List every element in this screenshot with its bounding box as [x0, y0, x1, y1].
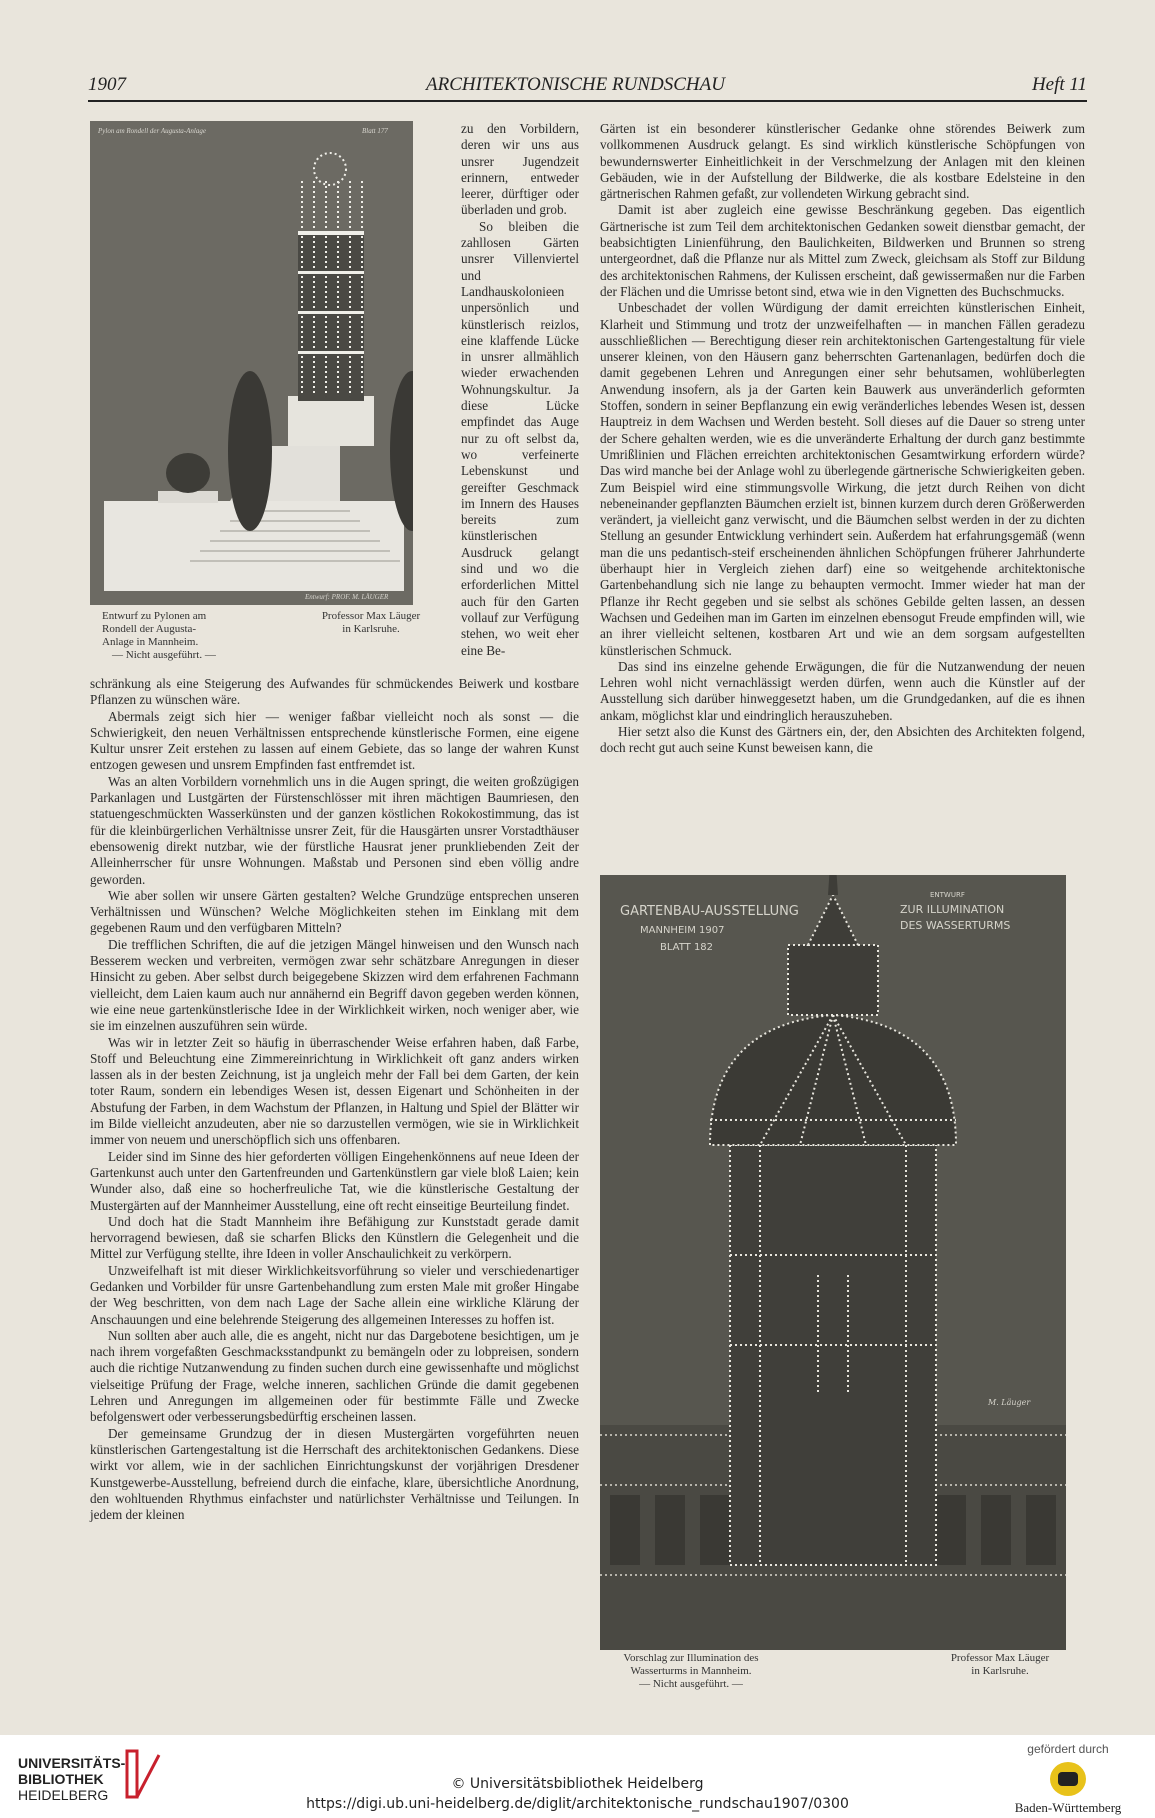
- copyright-notice: © Universitätsbibliothek Heidelberg: [451, 1776, 704, 1792]
- caption-line: Entwurf zu Pylonen am: [102, 610, 207, 622]
- caption-line: Anlage in Mannheim.: [102, 636, 199, 648]
- paragraph: Gärten ist ein besonderer künstlerischer Gedanke ohne störendes Beiwerk zum vollkommenen Ausdruck gelangt. Es sind wirklich künstlerische Schöpfungen von bewundernswerter Einheitlichkeit in der Verschmelzung der Anlagen mit den kleinen Gebäuden, wie in der Aufstellung der Bildwerke, die als kostbare Edelsteine in den gärtnerischen Rahmen gefaßt, zur vollendeten Wirkung gebracht sind.: [600, 121, 1085, 202]
- paragraph: Damit ist aber zugleich eine gewisse Beschränkung gegeben. Das eigentlich Gärtnerische ist zum Teil dem architektonischen Gedanken soweit dienstbar gemacht, der beabsichtigten Linienführung, den Baulichkeiten, Bildwerken und Brunnen so streng untergeordnet, daß die Pflanze nur als Mittel zum Zweck, gleichsam als Stoff zur Bildung des architektonischen Rahmens, der Kulissen erscheint, daß gewissermaßen nur die Farben der Flächen und die Umrisse betont sind, etwa wie in den Vignetten des Buchschmucks.: [600, 202, 1085, 299]
- figure1-caption-right: [316, 610, 426, 636]
- plate1-signature: Entwurf: PROF. M. LÄUGER: [305, 593, 389, 601]
- figure2-caption-right: [940, 1652, 1060, 1678]
- caption-line: Vorschlag zur Illumination des: [623, 1652, 759, 1664]
- paragraph: Unbeschadet der vollen Würdigung der damit erreichten künstlerischen Einheit, Klarheit und Stimmung und trotz der unzweifelhaften — in manchen Fällen geradezu ausschließlichen — Berechtigung dieser rein architektonischen Gartengestaltung für viele unserer kleinen, von den Häusern ganz beherrschten Gartenanlagen, bedürfen doch die damit gegebenen Lehren und Anregungen einer sehr behutsamen, wohlüberlegten Anwendung insofern, als ja der Garten kein Bauwerk aus unveränderlich geformten Stoffen, sondern in seiner Bepflanzung ein ewig veränderliches lebendes Wesen ist, dessen Hauptreiz in dem Wachsen und Werden besteht. Soll dieses auf die Dauer so streng unter der Schere gehalten werden, wie es die unveränderte Erhaltung der durch ganz bestimmte Umrißlinien und Flächen erreichten architektonischen Gesamtwirkung erfordern würde? Das wird manche bei der Anlage wohl zu überlegende gärtnerische Schwierigkeiten geben. Zum Beispiel wird eine stimmungsvolle Wirkung, die jetzt durch Reihen von dicht nebeneinander gepflanzten Bäumchen erzielt ist, binnen kurzem durch deren Größerwerden verändert, ja vielleicht ganz verwischt, und die Bäumchen selbst werden in der zu dichten Stellung an gesunder Entwicklung verhindert sein. Außerdem hat erfahrungsgemäß (wenn man die uns pedantisch-steif erscheinenden ähnlichen Schöpfungen früherer Jahrhunderte überhaupt hier in Vergleich ziehen darf) eine so weitgehende architektonische Gartenbehandlung sich nie lange zu behaupten vermocht. Immer wieder hat man der Pflanze ihr Recht gegeben und sie selbst als schönes Gebilde gelten lassen, an dessen Wachsen und Gedeihen man im Garten im einzelnen ebensogut Freude empfinden will, wie an ihrer vielleicht seltenen, kostbaren Art und wie an dem sorgsam aufgestellten künstlerischen Schmuck.: [600, 300, 1085, 658]
- right-column: [600, 121, 1085, 757]
- state-label: Baden-Württemberg: [1014, 1800, 1122, 1815]
- figure2-caption-left: [606, 1652, 776, 1691]
- header-issue: Heft 11: [1031, 74, 1087, 95]
- caption-line: in Karlsruhe.: [342, 623, 400, 635]
- funding-badge[interactable]: [1003, 1742, 1133, 1816]
- paragraph: Die trefflichen Schriften, die auf die jetzigen Mängel hinweisen und den Wunsch nach Besserem wecken und verbreiten, vermögen zwar sehr schätzbare Anregungen in dieser Hinsicht zu geben. Aber selbst durch beigegebene Skizzen wird dem erfahrenen Fachmann vielleicht, dem Laien kaum auch nur annähernd ein Begriff davon gegeben werden können, wie eine neue gartenkünstlerische Idee in der Wirklichkeit wirken, noch weniger aber, wie sie im einzelnen auszuführen sein würde.: [90, 936, 579, 1034]
- plate1-top-left: Pylon am Rondell der Augusta-Anlage: [98, 127, 206, 135]
- paragraph: Was wir in letzter Zeit so häufig in überraschender Weise erfahren haben, daß Farbe, Stoff und Beleuchtung eine Zimmereinrichtung in Wirklichkeit oft ganz anders wirken lassen als in der besten Zeichnung, ist ja ungleich mehr der Fall bei dem Garten, der kein toter Raum, sondern ein lebendiges Wesen ist, dessen Eigenart und Schönheiten in der Abstufung der Farben, in dem Wachstum der Pflanzen, in Haltung und Spiel der Blätter wir im Bilde vielleicht anzudeuten, aber nie so darzustellen vermögen, wie sie in Wirklichkeit immer von neuem und unerschöpflich sich uns offenbaren.: [90, 1034, 579, 1148]
- plate2-title-left-3: BLATT 182: [660, 942, 714, 953]
- library-name-line: HEIDELBERG: [18, 1787, 109, 1803]
- caption-line: Professor Max Läuger: [321, 610, 421, 622]
- paragraph: Abermals zeigt sich hier — weniger faßbar vielleicht noch als sonst — die Schwierigkeit, den neuen Verhältnissen entsprechende künstlerische Formen, eine eigene Kultur unsrer Zeit erstehen zu lassen auf einem Gebiete, das so lange der wahren Kunst entzogen gewesen und unsrem Empfinden fast entfremdet ist.: [90, 708, 579, 773]
- figure-water-tower: [600, 875, 1066, 1650]
- funded-label: gefördert durch: [1027, 1742, 1109, 1756]
- plate1-top-right: Blatt 177: [362, 127, 388, 135]
- library-name-line: BIBLIOTHEK: [18, 1771, 104, 1787]
- caption-line: Wasserturms in Mannheim.: [630, 1665, 752, 1677]
- permalink-url[interactable]: https://digi.ub.uni-heidelberg.de/diglit/architektonische_rundschau1907/0300: [306, 1796, 849, 1812]
- caption-line: — Nicht ausgeführt. —: [112, 649, 216, 661]
- plate2-signature: M. Läuger: [988, 1398, 1031, 1407]
- narrow-column: [461, 121, 579, 659]
- plate2-title-right-3: DES WASSERTURMS: [900, 919, 1011, 932]
- header-year: 1907: [88, 74, 126, 95]
- figure1-caption-left: [102, 610, 252, 662]
- running-header: [88, 72, 1087, 102]
- caption-line: — Nicht ausgeführt. —: [639, 1678, 743, 1690]
- plate2-title-right-1: ENTWURF: [930, 891, 965, 899]
- paragraph: Leider sind im Sinne des hier geforderten völligen Eingehenkönnens auf neue Ideen der Gartenkunst auch unter den Gartenfreunden und Gartenkünstlern gar viele bloß Laien; kein Wunder also, daß eine so hocherfreuliche Tat, wie die künstlerische Gestaltung der Mustergärten auf der Mannheimer Ausstellung, eine oft recht einseitige Beurteilung findet.: [90, 1148, 579, 1213]
- plate2-title-right-2: ZUR ILLUMINATION: [900, 903, 1005, 916]
- header-title: ARCHITEKTONISCHE RUNDSCHAU: [426, 74, 725, 95]
- caption-line: in Karlsruhe.: [971, 1665, 1029, 1677]
- paragraph: schränkung als eine Steigerung des Aufwandes für schmückendes Beiwerk und kostbare Pflanzen zu wünschen wäre.: [90, 676, 579, 708]
- paragraph: Der gemeinsame Grundzug der in diesen Mustergärten vorgeführten neuen künstlerischen Gartengestaltung ist die Herrschaft des architektonischen Gedankens. Diese wirkt vor allem, wie in der sachlichen Einrichtungskunst der vorjährigen Dresdener Kunstgewerbe-Ausstellung, befreiend durch die einfache, klare, übersichtliche Anordnung, den wohltuenden Rhythmus einfachster und natürlichster Verhältnisse und Teilungen. In jedem der kleinen: [90, 1425, 579, 1523]
- state-crest-icon: [1050, 1762, 1086, 1796]
- figure-pylon: [90, 121, 413, 605]
- pylon-drawing: [90, 121, 413, 605]
- caption-line: Rondell der Augusta-: [102, 623, 197, 635]
- paragraph: So bleiben die zahllosen Gärten unsrer Villenviertel und Landhauskolonieen unpersönlich und künstlerisch reizlos, eine klaffende Lücke in unsrer allmählich wieder erwachenden Wohnungskultur. Ja diese Lücke empfindet das Auge nur zu oft selbst da, wo verfeinerte Lebenskunst und gereifter Geschmack im Innern des Hauses bereits zum künstlerischen Ausdruck gelangt sind und wo die erforderlichen Mittel auch für den Garten vollauf zur Verfügung stehen, wo weit eher eine Be-: [461, 218, 579, 658]
- left-column: [90, 676, 579, 1523]
- paragraph: Was an alten Vorbildern vornehmlich uns in die Augen springt, die weiten großzügigen Parkanlagen und Lustgärten der Fürstenschlösser mit ihren mächtigen Baumriesen, den statuengeschmückten Wasserkünsten und der ganzen köstlichen Rokokostimmung, das ist für die kleinbürgerlichen Verhältnisse unsrer Zeit, für die Hausgärten unsrer Vorstadthäuser ebensowenig direkt nutzbar, wie der fürstliche Hausrat jener prunkliebenden Zeit der Alleinherrscher für unsre Wohnungen. Maßstab und Personen sind eben völlig andre geworden.: [90, 773, 579, 887]
- paragraph: Wie aber sollen wir unsere Gärten gestalten? Welche Grundzüge entsprechen unseren Verhältnissen und Wünschen? Welche Möglichkeiten stehen im Einklang mit dem gegebenen Raum und den verfügbaren Mitteln?: [90, 887, 579, 936]
- plate2-title-left-2: MANNHEIM 1907: [640, 925, 725, 936]
- paragraph: Nun sollten aber auch alle, die es angeht, nicht nur das Dargebotene besichtigen, um je nach ihrem vorgefaßten Geschmacksstandpunkt zu bemängeln oder zu lobpreisen, sondern auch die richtige Nutzanwendung zu finden suchen durch eine gewissenhafte und möglichst vielseitige Prüfung der Frage, welche inneren, sachlichen Gründe die damit gegebenen Lehren und Anregungen im allgemeinen oder für bestimmte Fälle und Zwecke befolgenswert oder verbesserungsbedürftig erscheinen lassen.: [90, 1327, 579, 1425]
- caption-line: Professor Max Läuger: [950, 1652, 1050, 1664]
- plate2-title-left-1: GARTENBAU-AUSSTELLUNG: [620, 904, 799, 919]
- paragraph: Unzweifelhaft ist mit dieser Wirklichkeitsvorführung so vieler und verschiedenartiger Gedanken und Vorbilder für unsre Gartenbehandlung zum ersten Male mit großer Hingabe der Weg beschritten, von dem nach Lage der Sache allein eine wirkliche Klärung der Anschauungen und eine belehrende Steigerung des allgemeinen Interesses zu hoffen ist.: [90, 1262, 579, 1327]
- water-tower-drawing: [600, 875, 1066, 1650]
- paragraph: zu den Vorbildern, deren wir uns aus unsrer Jugendzeit erinnern, entweder leerer, dürftiger oder überladen und grob.: [461, 121, 579, 218]
- library-logo-icon: [123, 1745, 163, 1803]
- paragraph: Hier setzt also die Kunst des Gärtners ein, der, den Absichten des Architekten folgend, doch recht gut auch seine Kunst beweisen kann, die: [600, 723, 1085, 756]
- library-name-line: UNIVERSITÄTS-: [18, 1755, 126, 1771]
- paragraph: Und doch hat die Stadt Mannheim ihre Befähigung zur Kunststadt gerade damit hervorragend bewiesen, daß sie scharfen Blicks den Künstlern die Gelegenheit und die Mittel zur Verfügung stellte, ihre Ideen in voller Anschaulichkeit zu verkörpern.: [90, 1213, 579, 1262]
- paragraph: Das sind ins einzelne gehende Erwägungen, die für die Nutzanwendung der neuen Lehren wohl nicht vernachlässigt werden dürfen, wenn auch die Künstler auf der Ausstellung sich darüber hinweggesetzt haben, um die Grundgedanken, auf die es ihnen ankam, möglichst klar und eindringlich herauszuheben.: [600, 658, 1085, 723]
